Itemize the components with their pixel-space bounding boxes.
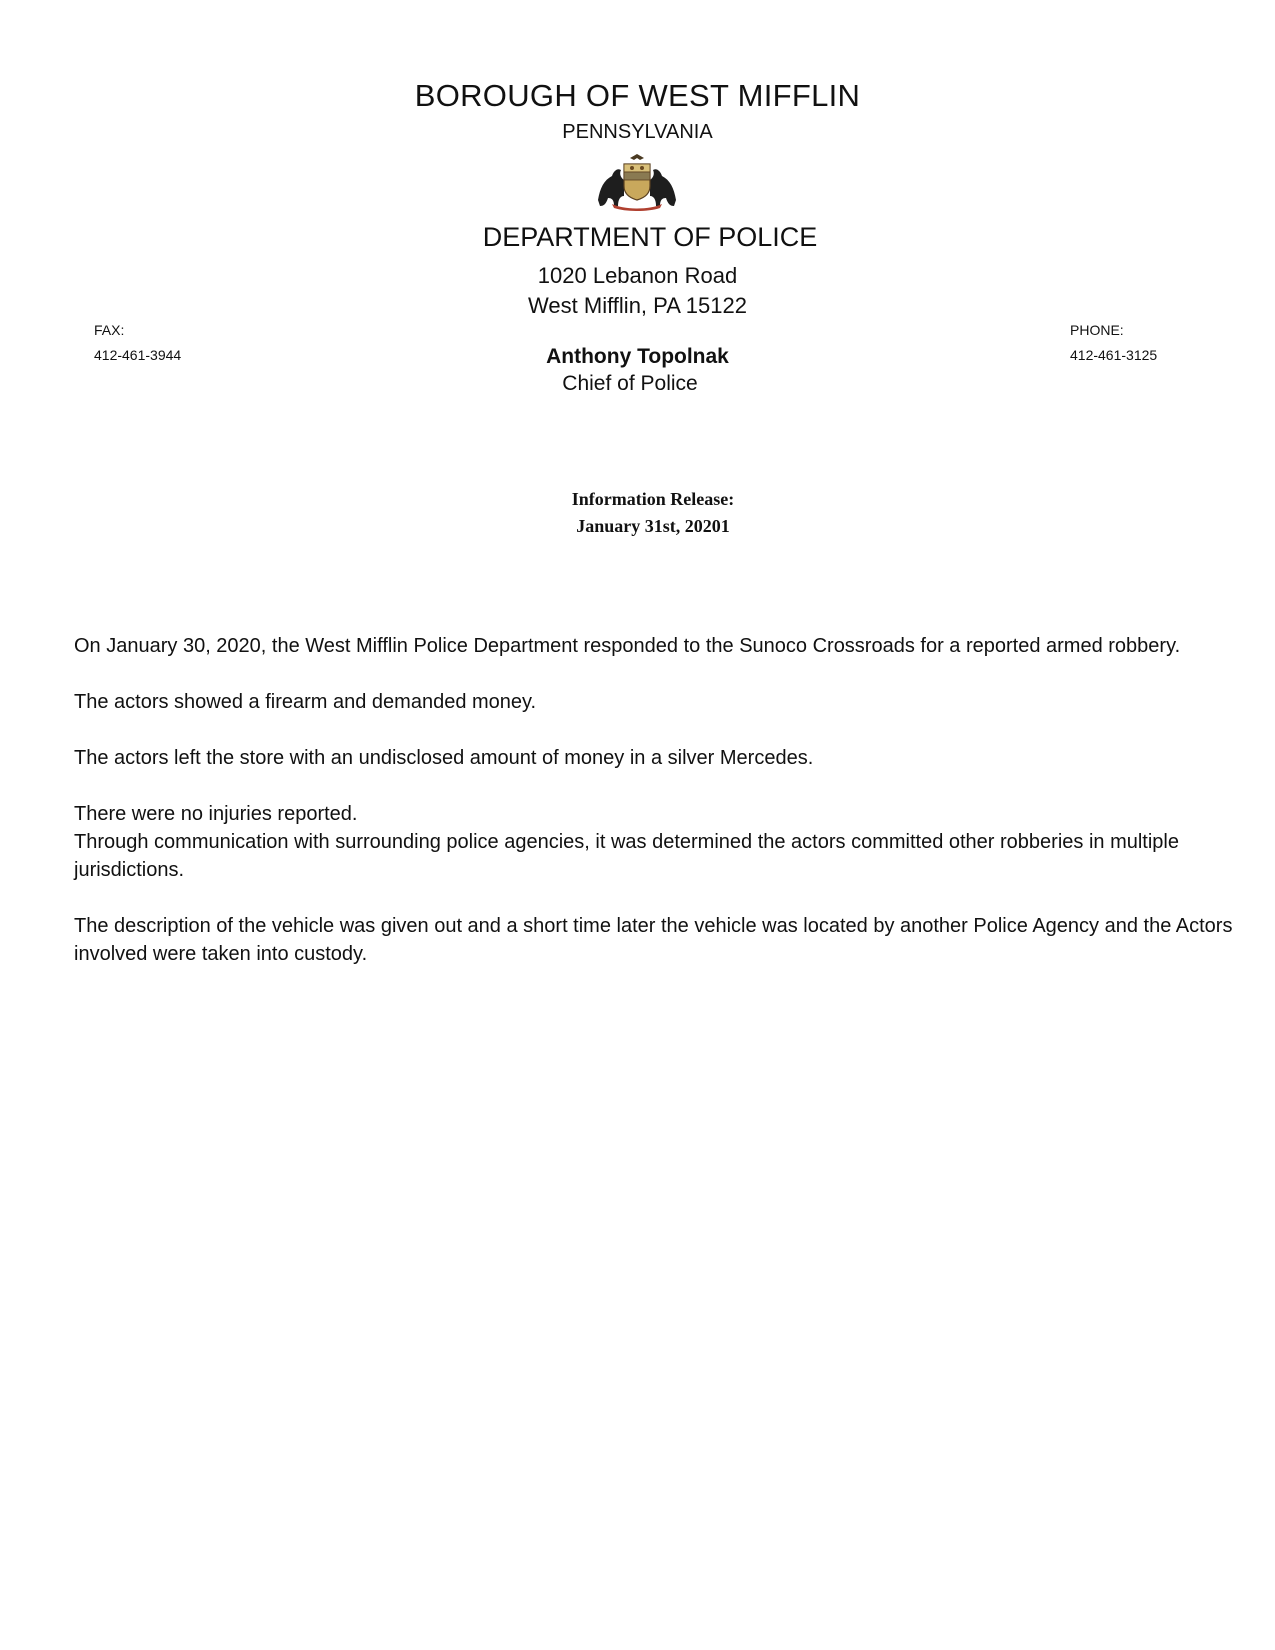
phone-label: PHONE: bbox=[1070, 322, 1124, 338]
chief-name: Anthony Topolnak bbox=[546, 345, 729, 368]
information-release bbox=[0, 486, 1275, 540]
release-date: January 31st, 20201 bbox=[576, 516, 730, 536]
fax-label: FAX: bbox=[94, 322, 125, 338]
department-title: DEPARTMENT OF POLICE bbox=[482, 222, 818, 252]
borough-name: BOROUGH OF WEST MIFFLIN bbox=[414, 78, 861, 113]
paragraph-6: The description of the vehicle was given out and a short time later the vehicle was located by another Police Agency and the Actors involved were taken into custody. bbox=[74, 915, 1233, 965]
state-name: PENNSYLVANIA bbox=[562, 121, 713, 143]
pennsylvania-coat-of-arms-icon bbox=[594, 152, 680, 212]
release-label: Information Release: bbox=[571, 489, 735, 509]
paragraph-4: There were no injuries reported. bbox=[74, 803, 358, 825]
address-line-1: 1020 Lebanon Road bbox=[537, 263, 738, 288]
paragraph-5: Through communication with surrounding police agencies, it was determined the actors committed other robberies in multiple jurisdictions. bbox=[74, 831, 1179, 881]
phone-number: 412-461-3125 bbox=[1070, 347, 1158, 363]
release-body bbox=[74, 632, 1234, 968]
paragraph-2: The actors showed a firearm and demanded money. bbox=[74, 691, 537, 713]
fax-number: 412-461-3944 bbox=[94, 347, 182, 363]
address-line-2: West Mifflin, PA 15122 bbox=[528, 293, 747, 318]
chief-title: Chief of Police bbox=[562, 372, 698, 395]
paragraph-3: The actors left the store with an undisclosed amount of money in a silver Mercedes. bbox=[74, 747, 814, 769]
paragraph-1: On January 30, 2020, the West Mifflin Police Department responded to the Sunoco Crossroads for a reported armed robbery. bbox=[74, 635, 1181, 657]
